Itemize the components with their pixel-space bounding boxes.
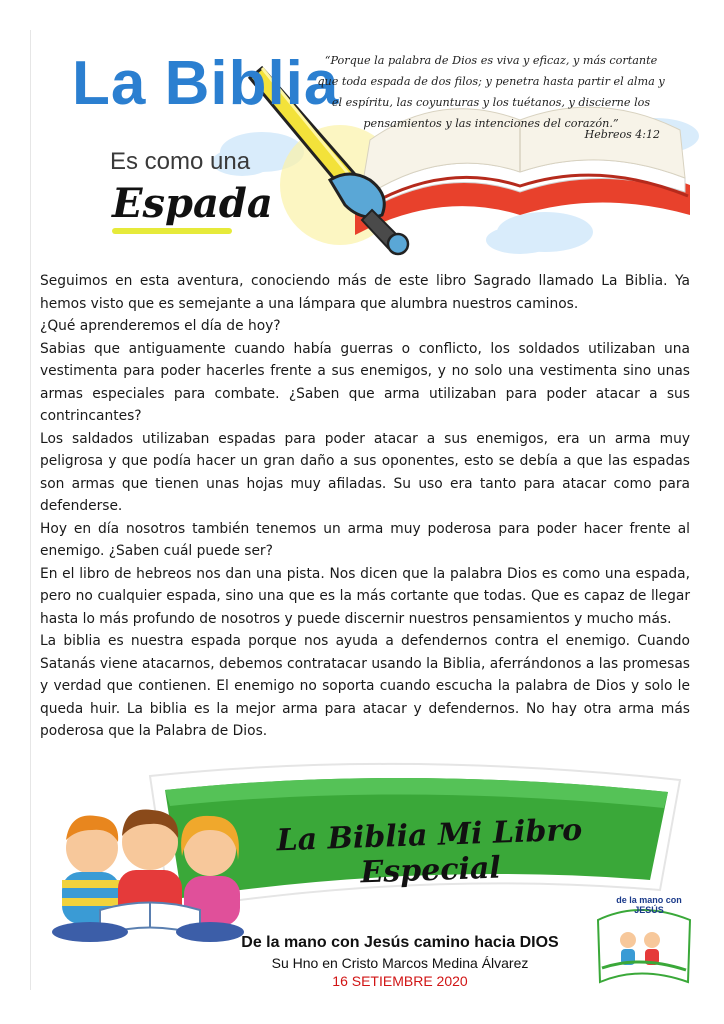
highlight-stroke	[112, 228, 232, 234]
paragraph: Los saldados utilizaban espadas para poder atacar a sus enemigos, era un arma muy peligrosa y que podía hacer un gran daño a sus oponentes, esto se debía a que las espadas son armas que tienen unas hojas muy afiladas. Su uso era tanto para atacar como para defenderse.	[40, 430, 690, 514]
header	[0, 0, 724, 270]
paragraph: En el libro de hebreos nos dan una pista. Nos dicen que la palabra Dios es como una espada, pero no cualquier espada, sino una que es la más cortante que todas. Que es capaz de llegar hasta lo más profundo de nosotros y puede discernir nuestros pensamientos y mucho más.	[40, 565, 690, 627]
page-subtitle: Es como una	[110, 148, 251, 175]
page-title: La Biblia	[72, 49, 340, 118]
paragraph: ¿Qué aprenderemos el día de hoy?	[40, 318, 281, 334]
banner-title: La Biblia Mi Libro Especial	[276, 812, 583, 891]
paragraph: La biblia es nuestra espada porque nos ayuda a defendernos contra el enemigo. Cuando Satanás viene atacarnos, debemos contratacar usando la Biblia, aferrándonos a las promesas y verdad que contienen. El enemigo no soporta cuando escucha la palabra de Dios y solo le queda huir. La biblia es la mejor arma para atacar y defendernos. No hay otra arma más poderosa que la Palabra de Dios.	[40, 633, 690, 739]
paragraph: Seguimos en esta aventura, conociendo más de este libro Sagrado llamado La Biblia. Ya hemos visto que es semejante a una lámpara que alumbra nuestros caminos.	[40, 273, 690, 312]
ministry-logo-icon	[598, 910, 690, 982]
footer-motto: De la mano con Jesús camino hacia DIOS	[241, 934, 559, 951]
bible-quote-reference: Hebreos 4:12	[584, 128, 660, 141]
logo-caption: de la mano con JESÚS	[616, 895, 682, 915]
page-title-word: Espada	[112, 180, 273, 227]
paragraph: Hoy en día nosotros también tenemos un arma muy poderosa para poder hacer frente al enemigo. ¿Saben cuál puede ser?	[40, 520, 690, 559]
footer-author: Su Hno en Cristo Marcos Medina Álvarez	[271, 955, 529, 971]
paragraph: Sabias que antiguamente cuando había guerras o conflicto, los soldados utilizaban una vestimenta para poder hacerles frente a sus enemigos, y no solo una vestimenta sino unas armas especiales para combate. ¿Saben que arma utilizaban para poder atacar a sus contrincantes?	[40, 340, 690, 424]
bible-quote: “Porque la palabra de Dios es viva y eficaz, y más cortante que toda espada de dos filos; y penetra hasta partir el alma y el espíritu, las coyunturas y los tuétanos, y discierne los pensamientos y las intenciones del corazón.”	[317, 54, 665, 130]
footer-date: 16 SETIEMBRE 2020	[332, 973, 468, 989]
body-text	[40, 270, 690, 743]
